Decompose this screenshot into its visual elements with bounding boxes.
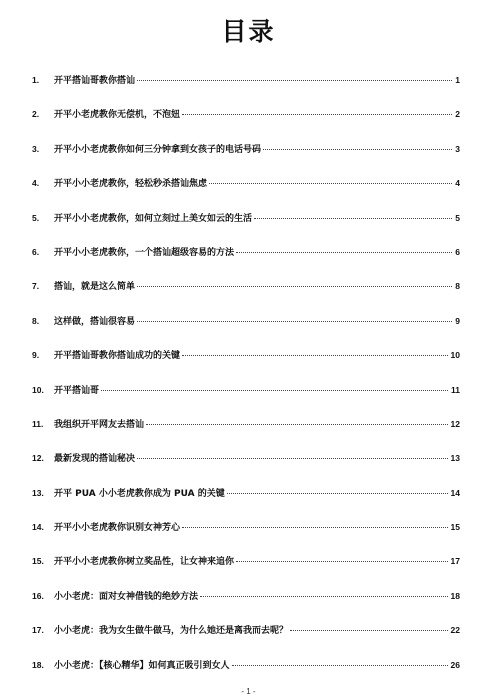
dot-leader	[146, 423, 448, 425]
toc-entry-number: 12.	[32, 453, 44, 464]
toc-entry-number: 18.	[32, 659, 44, 670]
toc-entry[interactable]	[32, 176, 460, 210]
toc-entry-page[interactable]: 15	[450, 522, 460, 533]
toc-entry-page[interactable]: 6	[455, 246, 460, 257]
toc-entry-number: 1.	[32, 75, 40, 85]
toc-entry-number: 10.	[32, 384, 44, 395]
toc-entry-page[interactable]: 13	[450, 453, 460, 464]
dot-leader	[200, 595, 448, 597]
toc-entry-number: 14.	[32, 522, 44, 533]
toc-list	[32, 73, 460, 692]
dot-leader	[227, 492, 448, 494]
toc-entry-title[interactable]: 开平小小老虎教你，轻松秒杀搭讪焦虑	[54, 179, 208, 190]
toc-entry-title[interactable]: 开平搭讪哥教你搭讪成功的关键	[54, 351, 181, 362]
dot-leader	[254, 217, 452, 219]
toc-entry-title[interactable]: 小小老虎：我为女生做牛做马，为什么她还是离我而去呢？	[54, 626, 289, 637]
dot-leader	[137, 320, 452, 322]
toc-entry-title[interactable]: 开平小小老虎教你，一个搭讪超级容易的方法	[54, 247, 235, 258]
toc-entry-title[interactable]: 开平 PUA 小小老虎教你成为 PUA 的关键	[54, 488, 225, 499]
toc-entry-number: 11.	[32, 418, 44, 429]
toc-entry-title[interactable]: 小小老虎：面对女神借钱的绝妙方法	[54, 591, 199, 602]
toc-entry[interactable]	[32, 73, 460, 107]
toc-entry[interactable]	[32, 623, 460, 657]
dot-leader	[137, 285, 452, 287]
dot-leader	[101, 389, 448, 391]
toc-entry-number: 15.	[32, 556, 44, 567]
toc-entry-page[interactable]: 26	[450, 659, 460, 670]
toc-entry-page[interactable]: 22	[450, 625, 460, 636]
toc-title: 目录	[221, 17, 276, 46]
toc-entry-title[interactable]: 开平小小老虎教你，如何立刻过上美女如云的生活	[54, 213, 253, 224]
toc-entry[interactable]	[32, 142, 460, 176]
toc-entry-title[interactable]: 小小老虎：【核心精华】如何真正吸引到女人	[54, 660, 230, 671]
toc-entry-number: 17.	[32, 625, 44, 636]
toc-entry[interactable]	[32, 279, 460, 313]
toc-entry[interactable]	[32, 520, 460, 554]
dot-leader	[182, 354, 448, 356]
toc-entry[interactable]	[32, 589, 460, 623]
toc-entry-number: 8.	[32, 315, 40, 326]
toc-entry[interactable]	[32, 245, 460, 279]
toc-entry-title[interactable]: 这样做，搭讪很容易	[54, 316, 136, 327]
toc-entry-number: 7.	[32, 281, 40, 292]
toc-entry-title[interactable]: 我组织开平网友去搭讪	[54, 419, 145, 430]
dot-leader	[137, 79, 452, 81]
toc-entry-title[interactable]: 最新发现的搭讪秘决	[54, 454, 136, 465]
toc-entry[interactable]	[32, 383, 460, 417]
toc-entry-page[interactable]: 14	[450, 487, 460, 498]
toc-entry[interactable]	[32, 451, 460, 485]
toc-entry-number: 4.	[32, 178, 40, 189]
toc-entry[interactable]	[32, 486, 460, 520]
toc-entry-title[interactable]: 开平小小老虎教你如何三分钟拿到女孩子的电话号码	[54, 144, 262, 155]
toc-entry-title[interactable]: 开平小小老虎教你树立奖品性，让女神来追你	[54, 557, 235, 568]
dot-leader	[263, 148, 452, 150]
toc-entry-page[interactable]: 9	[455, 315, 460, 326]
dot-leader	[236, 251, 452, 253]
toc-entry-number: 3.	[32, 143, 40, 154]
toc-entry[interactable]	[32, 314, 460, 348]
toc-entry-title[interactable]: 开平搭讪哥教你搭讪	[54, 76, 136, 86]
toc-entry-page[interactable]: 10	[450, 350, 460, 361]
toc-entry[interactable]	[32, 211, 460, 245]
toc-entry-page[interactable]: 2	[455, 109, 460, 120]
dot-leader	[232, 664, 448, 666]
toc-entry-number: 5.	[32, 212, 40, 223]
toc-entry-title[interactable]: 开平小小老虎教你识别女神芳心	[54, 523, 181, 534]
dot-leader	[290, 629, 448, 631]
dot-leader	[182, 113, 452, 115]
toc-entry-page[interactable]: 18	[450, 590, 460, 601]
toc-entry-title[interactable]: 搭讪，就是这么简单	[54, 282, 136, 293]
toc-entry-page[interactable]: 11	[451, 384, 460, 395]
toc-entry-title[interactable]: 开平小老虎教你无偿机，不泡妞	[54, 110, 181, 121]
toc-entry-page[interactable]: 1	[455, 75, 460, 85]
dot-leader	[182, 526, 448, 528]
toc-entry-page[interactable]: 8	[455, 281, 460, 292]
toc-entry-page[interactable]: 3	[455, 143, 460, 154]
toc-entry[interactable]	[32, 417, 460, 451]
toc-entry[interactable]	[32, 348, 460, 382]
dot-leader	[236, 560, 448, 562]
toc-entry-number: 2.	[32, 109, 40, 120]
toc-entry-number: 6.	[32, 246, 40, 257]
toc-entry-title[interactable]: 开平搭讪哥	[54, 385, 100, 396]
dot-leader	[137, 457, 448, 459]
toc-entry[interactable]	[32, 107, 460, 141]
page-number: - 1 -	[241, 687, 256, 696]
toc-entry-page[interactable]: 12	[450, 418, 460, 429]
toc-entry-number: 16.	[32, 590, 44, 601]
toc-entry-page[interactable]: 17	[450, 556, 460, 567]
toc-entry[interactable]	[32, 554, 460, 588]
toc-entry-number: 13.	[32, 487, 44, 498]
toc-entry-page[interactable]: 4	[455, 178, 460, 189]
dot-leader	[209, 182, 452, 184]
toc-entry-number: 9.	[32, 350, 40, 361]
toc-entry-page[interactable]: 5	[455, 212, 460, 223]
